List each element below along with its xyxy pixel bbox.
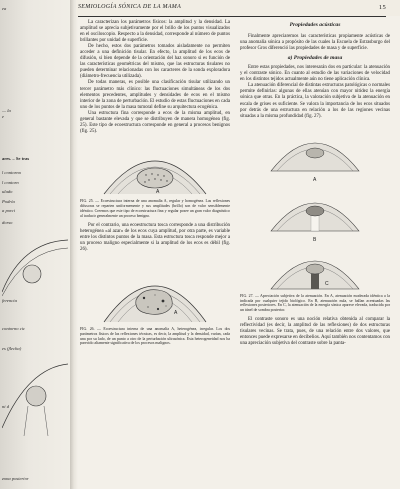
paragraph: De todas maneras, es posible una clasificación tisular utilizando un tercer parámetro más clínico: las fluctuaciones simultáneas de los dos elementos precedentes, amplitudes y densidades de ecos en el mismo interior de la zona de perturbación. El estudio de estas fluctuaciones en cada uno de los puntos de la masa tumoral define su arquitectura ecogénica.	[80, 80, 230, 110]
figure-25-caption: FIG. 25. — Ecoestructura interna de una anomalía A, regular y homogénea. Las reflexiones difusoras se reparten uniformemente y sus amplitudes (brillo) son de valor sensiblemente idéntico. Creemos que este tipo de ecoestructura fina y regular posee un gran valor diagnóstico al traducir generalmente un proceso benigno.	[80, 198, 230, 218]
svg-text:A: A	[174, 309, 178, 316]
paragraph: Por el contrario, una ecoestructura tosca corresponde a una distribución heterogénea «al azar» de los ecos cuya amplitud, por otra parte, es variable entre los distintos puntos de la masa. Esta estructura tosca responde mejor a un proceso maligno especialmente si la amplitud de los ecos es débil (fig. 26).	[80, 222, 230, 252]
figure-27-caption: FIG. 27. — Apreciación subjetiva de la atenuación. En A, atenuación moderada idéntica a la indicada por cualquier tejido biológico. En B, atenuación nula, se hallan acentuadas las reflexiones posteriores. En C, la atenuación de la energía sónica aparece elevada, traducida por un túnel de sombra posterior.	[240, 293, 390, 313]
page-number: 15	[378, 4, 386, 11]
paragraph: El contraste sonoro es una noción relativa obtenida al comparar la reflectividad (es decir, la amplitud de las reflexiones) de dos estructuras tisulares vecinas. Se trata, pues, de una relación entre dos valores, que entonces puede expresarse en decibelios. Aquí también nos contentamos con una apreciación subjetiva del contraste sobre la panta-	[240, 317, 390, 347]
subsection-title: a) Propiedades de masa	[287, 55, 343, 62]
section-title: Propiedades acústicas	[289, 22, 341, 28]
facing-fragment: ulado	[2, 189, 13, 194]
figure-27-illustration	[255, 123, 375, 291]
running-head	[78, 4, 386, 17]
facing-page-diagram	[2, 232, 68, 302]
facing-fragment: ares. – Se tras	[2, 156, 30, 161]
page-gutter	[70, 0, 78, 489]
facing-fragment: Podría	[2, 199, 15, 204]
paragraph: Una estructura fina corresponde a ecos de la misma amplitud, en general bastante elevada y que se distribuyen de manera homogénea (fig. 25). Este tipo de ecoestructura corresponde en general a procesos benignos (fig. 25).	[80, 110, 230, 134]
facing-fragment: e	[2, 114, 5, 119]
facing-fragment: ferencia	[2, 298, 17, 303]
figure-25-illustration	[100, 138, 210, 196]
facing-fragment: zona posterior	[2, 476, 29, 481]
paragraph: De hecho, estos dos parámetros tomados aisladamente no permiten acceder a una definición tisular. En efecto, la amplitud de los ecos de difusión, si bien depende de la orientación del haz sonoro si es función de las características geométricas del mismo, que las estructuras tisulares no pueden determinar relacionadas con los caracteres de la sonda exploradora (diámetro-frecuencia utilizada).	[80, 44, 230, 80]
paragraph: Entre estas propiedades, nos interesarán dos en particular: la atenuación y el contraste sónico. En cuanto al estudio de las variaciones de velocidad en los distintos tejidos actualmente aún no tiene aplicación clínica.	[240, 65, 390, 83]
facing-fragment: l contorn	[2, 180, 19, 185]
figure-27-label-b: B	[313, 236, 317, 243]
figure-27-label-a: A	[313, 176, 317, 183]
figure-26-illustration	[100, 256, 210, 324]
figure-26-caption: FIG. 26. — Ecoestructura interna de una anomalía A, heterogénea, irregular. Los dos parámetros físicos de las reflexiones técnicas, es decir, la amplitud y la densidad, varían, cada una por su lado, de un punto a otro de la perturbación ultrasónica. Esta heterogeneidad nos ha parecido altamente significativa de los procesos malignos.	[80, 326, 230, 346]
facing-fragment: a porci	[2, 208, 15, 213]
left-column	[80, 20, 230, 346]
facing-page-margin	[0, 0, 72, 489]
paragraph: La caracterizan los parámetros físicos: la amplitud y la densidad. La amplitud se aprecia subjetivamente por el brillo de los puntos visualizados en el osciloscopio. Respecto a la densidad, corresponde al número de puntos brillantes por unidad de superficie.	[80, 20, 230, 44]
facing-fragment: ea	[2, 6, 7, 11]
facing-fragment: — la	[2, 108, 11, 113]
paragraph: La atenuación diferencial de distintas estructuras patológicas o normales permite definirlas: algunas de ellas atenúan con mayor nitidez la energía sónica que otras. En la práctica, la valoración subjetiva de la atenuación en escala de grises es suficiente. Se valora la importancia de los ecos situados por detrás de una estructura en relación a los de las regiones vecinas situadas a la misma profundidad (fig. 27).	[240, 83, 390, 119]
facing-page-diagram	[2, 358, 68, 438]
svg-text:A: A	[156, 188, 160, 195]
running-head-title: SEMIOLOGÍA SÓNICA DE LA MAMA	[78, 4, 182, 10]
facing-fragment: dorso	[2, 220, 13, 225]
paragraph: Finalmente apreciaremos las características propiamente acústicas de una anomalía sónica a propósito de las cuales la Escuela de Estrasburgo del profesor Gros diferenció las propiedades de masa y de superficie.	[240, 34, 390, 52]
facing-fragment: contorno cic	[2, 326, 26, 331]
facing-fragment: ni d	[2, 404, 10, 409]
right-column	[240, 20, 390, 348]
facing-fragment: es (flecha)	[2, 346, 22, 351]
figure-27-label-c: C	[325, 280, 329, 287]
facing-fragment: l contorno	[2, 170, 22, 175]
